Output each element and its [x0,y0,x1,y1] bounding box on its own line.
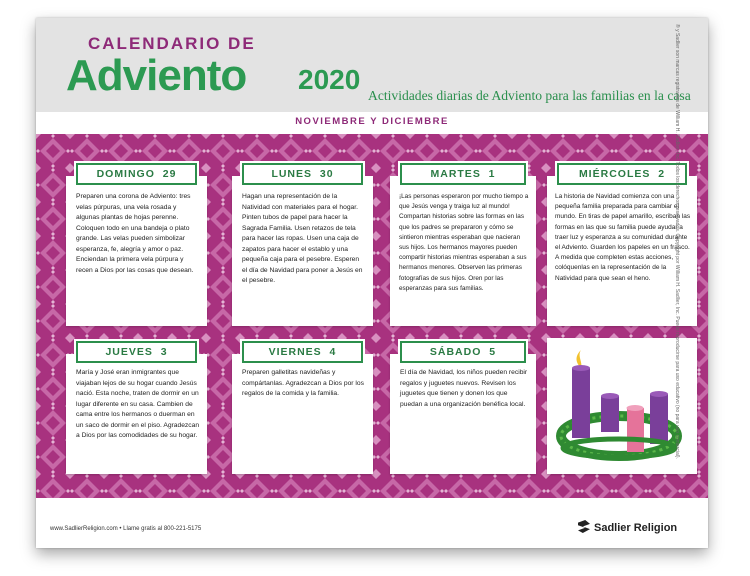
footer [36,498,708,548]
activity-text: María y José eran inmigrantes que viajaban lejos de su hogar cuando Jesús nació. Esta noche, traten de dormir en un lugar diferente en su casa. Cambien de cama entre los hermanos o duerman en un saco de dormir en el piso. Agradezcan a Dios por las comodidades de su hogar. [76,369,200,439]
activity-text: Preparen galletitas navideñas y compártanlas. Agradezcan a Dios por los regalos de la comida y la familia. [242,369,364,397]
subtitle: Actividades diarias de Adviento para las familias en la casa [368,88,691,103]
months-label: NOVIEMBRE Y DICIEMBRE [295,116,449,127]
month-band [36,112,708,134]
activity-text: El día de Navidad, los niños pueden recibir regalos y juguetes nuevos. Revisen los juguetes que tienen y donen los que puedan a una organización benéfica local. [400,369,528,408]
day-label: VIERNES 4 [242,341,363,363]
day-card-lunes [232,168,373,326]
day-label: LUNES 30 [242,163,363,185]
day-label: DOMINGO 29 [76,163,197,185]
day-label: SÁBADO 5 [400,341,526,363]
day-label: MARTES 1 [400,163,526,185]
day-label: MIÉRCOLES 2 [557,163,687,185]
title-word: Adviento [66,51,247,100]
activity-text: Hagan una representación de la Natividad con materiales para el hogar. Pinten tubos de papel para hacer la Sagrada Familia. Usen retazos de tela para hacer las ropas. Usen una caja de zapatos para hacer el establo y una pequeña caja para el pesebre. Esperen el día de Navidad para poner a Jesús en el pesebre. [242,193,363,284]
day-card-domingo [66,168,207,326]
title-line1: CALENDARIO DE [88,34,256,53]
day-card-viernes [232,346,373,474]
activity-text: Preparen una corona de Adviento: tres velas púrpuras, una vela rosada y algunas plantas de hojas perenne. Coloquen todo en una bandeja o plato grande. Las velas pueden simbolizar esperanza, fe, alegría y amor o paz. Enciendan la primera vela púrpura y recen a Dios por las cosas que desean. [76,193,194,274]
pattern-background [36,134,708,498]
day-label: JUEVES 3 [76,341,197,363]
day-card-martes [390,168,536,326]
vertical-copyright: ® y Sadlier son marcas registradas de William H. Sadlier, Inc. Todos los derechos reservados. Copyright por William H. Sadlier, Inc. Puede reproducirse para uso educativo (no para uso comercial). [674,24,680,459]
sadlier-logo: Sadlier Religion [578,520,677,534]
footer-contact: www.SadlierReligion.com • Llame gratis al 800-221-5175 [50,526,202,532]
sadlier-s-icon [578,520,590,533]
title-year: 2020 [298,64,361,95]
header [36,18,708,112]
calendar-sheet [36,18,708,548]
day-card-jueves [66,346,207,474]
day-card-sabado [390,346,536,474]
activity-text: La historia de Navidad comienza con una pequeña familia preparada para cambiar el mundo. En tiras de papel amarillo, escriban las formas en las que su familia puede ayudar a traer luz y esperanza a su comunidad durante el Adviento. Guarden los papeles en un frasco. A medida que completen estas acciones, colóquenlas en la representación de la Natividad para que sean el heno. [555,193,691,282]
activity-text: ¡Las personas esperaron por mucho tiempo a que Jesús venga y traiga luz al mundo! Compartan historias sobre las formas en las que los padres se prepararon y cómo se sintieron mientras esperaban que nacieran sus hijos. Los hermanos mayores pueden compartir historias mientras esperaban a sus hermanos menores. Observen las primeras fotografías de sus hijos. Oren por las esperanzas para sus familias. [399,193,529,292]
